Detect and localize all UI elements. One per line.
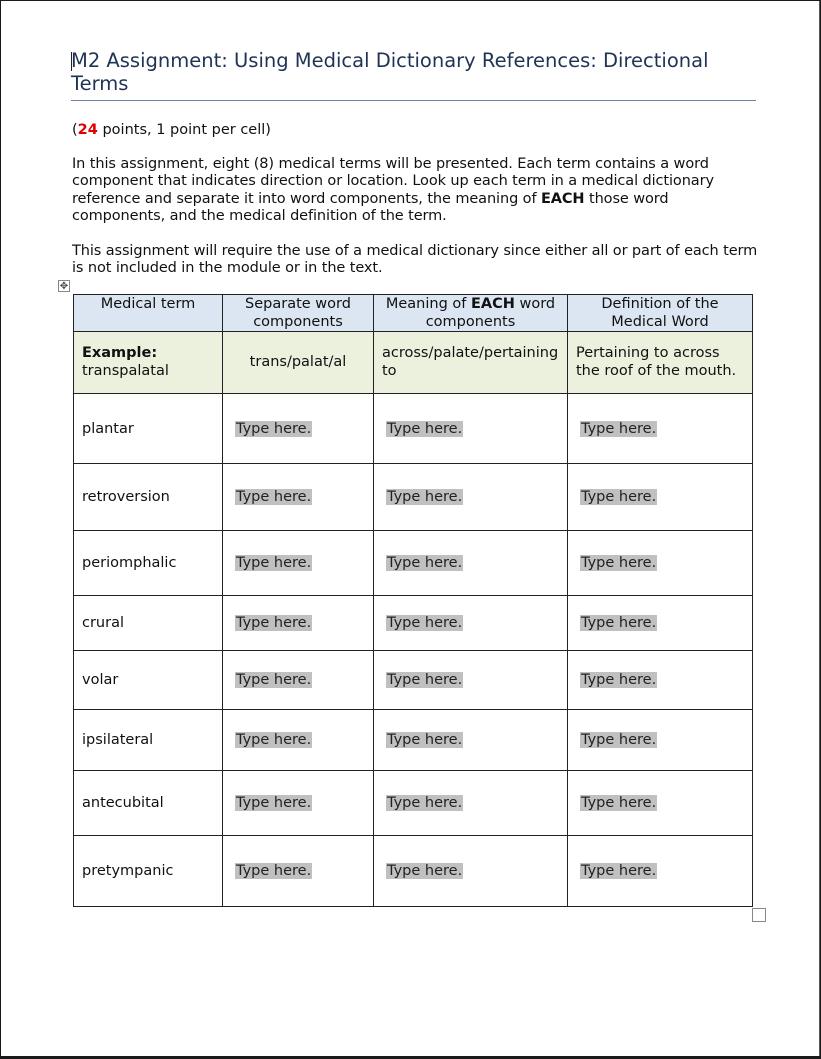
points-value: 24 — [77, 122, 98, 138]
meaning-field-placeholder[interactable]: Type here. — [387, 555, 463, 571]
example-meanings-cell[interactable]: across/palate/pertaining to — [374, 332, 568, 394]
header-meaning — [374, 295, 568, 332]
table-row — [74, 531, 753, 596]
meaning-field-cell[interactable] — [374, 531, 568, 596]
title-underline — [71, 100, 756, 101]
components-field-placeholder[interactable]: Type here. — [236, 489, 312, 505]
components-field-cell[interactable] — [223, 771, 374, 836]
dictionary-note-paragraph[interactable]: This assignment will require the use of a medical dictionary since either all or part of each term is not included in the module or in the text. — [72, 243, 758, 277]
definition-field-placeholder[interactable]: Type here. — [581, 732, 657, 748]
definition-field-cell[interactable] — [568, 531, 753, 596]
components-field-placeholder[interactable]: Type here. — [236, 732, 312, 748]
table-row — [74, 836, 753, 907]
table-move-handle-icon[interactable]: ✥ — [59, 281, 69, 292]
definition-field-cell[interactable] — [568, 710, 753, 771]
meaning-field-placeholder[interactable]: Type here. — [387, 732, 463, 748]
meaning-field-placeholder[interactable]: Type here. — [387, 420, 463, 437]
components-field-cell[interactable] — [223, 464, 374, 531]
definition-field-cell[interactable] — [568, 651, 753, 710]
term-cell[interactable]: volar — [74, 651, 223, 710]
definition-field-cell[interactable] — [568, 836, 753, 907]
components-field-cell[interactable] — [223, 836, 374, 907]
components-field-cell[interactable] — [223, 394, 374, 464]
instructions-text-before: In this assignment, eight (8) medical terms will be presented. Each term contains a word component that indicates direction or location. Look up each term in a medical dictionary reference and separate it into word components, the meaning of — [72, 156, 714, 207]
table-header-row — [74, 295, 753, 332]
meaning-field-cell[interactable] — [374, 710, 568, 771]
definition-field-placeholder[interactable]: Type here. — [581, 863, 657, 879]
meaning-field-placeholder[interactable]: Type here. — [387, 489, 463, 505]
meaning-field-cell[interactable] — [374, 464, 568, 531]
components-field-placeholder[interactable]: Type here. — [236, 795, 312, 811]
definition-field-placeholder[interactable]: Type here. — [581, 420, 657, 437]
header-definition: Definition of the Medical Word — [568, 295, 753, 332]
components-field-cell[interactable] — [223, 531, 374, 596]
definition-field-cell[interactable] — [568, 394, 753, 464]
instructions-paragraph[interactable] — [72, 156, 762, 226]
example-term-cell[interactable] — [74, 332, 223, 394]
table-row — [74, 394, 753, 464]
meaning-field-placeholder[interactable]: Type here. — [387, 795, 463, 811]
meaning-field-placeholder[interactable]: Type here. — [387, 863, 463, 879]
example-definition-cell[interactable]: Pertaining to across the roof of the mouth. — [568, 332, 753, 394]
table-row — [74, 710, 753, 771]
document-page — [1, 1, 820, 1056]
components-field-placeholder[interactable]: Type here. — [236, 615, 312, 631]
table-row — [74, 596, 753, 651]
header-word-components: Separate word components — [223, 295, 374, 332]
meaning-field-cell[interactable] — [374, 836, 568, 907]
header-meaning-before: Meaning of — [385, 296, 471, 312]
meaning-field-cell[interactable] — [374, 771, 568, 836]
page-title[interactable]: M2 Assignment: Using Medical Dictionary References: Directional Terms — [71, 49, 709, 95]
example-row — [74, 332, 753, 394]
components-field-placeholder[interactable]: Type here. — [236, 420, 312, 437]
meaning-field-placeholder[interactable]: Type here. — [387, 615, 463, 631]
example-components-cell[interactable]: trans/palat/al — [223, 332, 374, 394]
example-label: Example: — [82, 345, 158, 361]
meaning-field-placeholder[interactable]: Type here. — [387, 672, 463, 688]
term-cell[interactable]: retroversion — [74, 464, 223, 531]
components-field-cell[interactable] — [223, 710, 374, 771]
points-open-paren: ( — [72, 122, 78, 138]
components-field-cell[interactable] — [223, 596, 374, 651]
components-field-placeholder[interactable]: Type here. — [236, 863, 312, 879]
definition-field-placeholder[interactable]: Type here. — [581, 672, 657, 688]
example-term: transpalatal — [82, 362, 169, 379]
meaning-field-cell[interactable] — [374, 651, 568, 710]
table-row — [74, 651, 753, 710]
term-cell[interactable]: ipsilateral — [74, 710, 223, 771]
definition-field-placeholder[interactable]: Type here. — [581, 795, 657, 811]
header-meaning-bold: EACH — [470, 296, 515, 312]
components-field-placeholder[interactable]: Type here. — [236, 555, 312, 571]
points-rest: points, 1 point per cell) — [97, 122, 271, 138]
table-row — [74, 771, 753, 836]
term-cell[interactable]: pretympanic — [74, 836, 223, 907]
term-cell[interactable]: periomphalic — [74, 531, 223, 596]
term-cell[interactable]: plantar — [74, 394, 223, 464]
table-resize-handle[interactable] — [752, 908, 766, 922]
meaning-field-cell[interactable] — [374, 394, 568, 464]
header-medical-term: Medical term — [74, 295, 223, 332]
term-cell[interactable]: antecubital — [74, 771, 223, 836]
definition-field-cell[interactable] — [568, 771, 753, 836]
points-line[interactable] — [72, 122, 271, 139]
instructions-emphasis: EACH — [540, 190, 585, 207]
definition-field-cell[interactable] — [568, 464, 753, 531]
components-field-placeholder[interactable]: Type here. — [236, 672, 312, 688]
term-cell[interactable]: crural — [74, 596, 223, 651]
definition-field-placeholder[interactable]: Type here. — [581, 555, 657, 571]
definition-field-placeholder[interactable]: Type here. — [581, 615, 657, 631]
header-meaning-after: word components — [425, 296, 556, 330]
table-row — [74, 464, 753, 531]
definition-field-cell[interactable] — [568, 596, 753, 651]
definition-field-placeholder[interactable]: Type here. — [581, 489, 657, 505]
meaning-field-cell[interactable] — [374, 596, 568, 651]
instructions-text-after: those word components, and the medical definition of the term. — [72, 190, 669, 225]
terms-table — [73, 294, 753, 907]
components-field-cell[interactable] — [223, 651, 374, 710]
